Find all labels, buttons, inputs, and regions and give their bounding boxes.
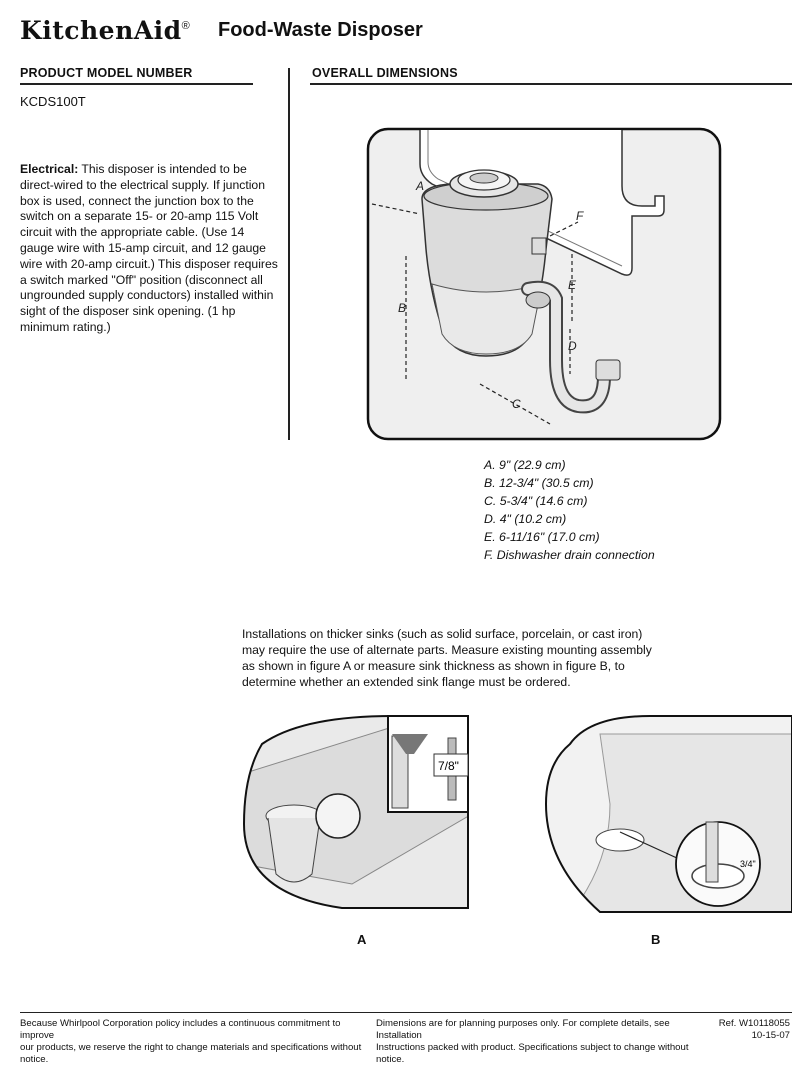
label-f: F (576, 209, 584, 223)
left-heading-rule (20, 83, 253, 85)
reference-number: Ref. W10118055 (718, 1018, 790, 1029)
dimension-legend (484, 456, 655, 564)
legend-item: A. 9" (22.9 cm) (484, 458, 566, 472)
legend-item: F. Dishwasher drain connection (484, 548, 655, 562)
footer-ref (719, 1018, 790, 1042)
column-divider (288, 68, 290, 440)
figure-b-measure: 3/4" (740, 859, 756, 869)
label-b: B (398, 301, 407, 315)
footer-left-line2: our products, we reserve the right to change materials and specifications without notice. (20, 1042, 362, 1065)
figure-a (242, 714, 472, 912)
legend-item: D. 4" (10.2 cm) (484, 512, 567, 526)
brand-logo (20, 16, 190, 45)
electrical-label: Electrical: (20, 162, 79, 176)
legend-item: B. 12-3/4" (30.5 cm) (484, 476, 594, 490)
footer-rule (20, 1012, 792, 1013)
brand-name: KitchenAid (20, 16, 182, 45)
product-model-heading: PRODUCT MODEL NUMBER (20, 66, 193, 80)
figure-b (540, 714, 792, 914)
figure-b-label: B (651, 932, 661, 947)
label-e: E (568, 278, 577, 292)
figure-a-label: A (357, 932, 367, 947)
electrical-text: This disposer is intended to be direct-wired to the electrical supply. If junction box is used, connect the junction box to the switch on a separate 15- or 20-amp 115 Volt circuit with the appropriate cable. (Use 14 gauge wire with 15-amp circuit, and 12 gauge wire with 20-amp circuit.) This disposer requires a switch marked "Off" position (disconnect all ungrounded supply conductors) installed within sight of the disposer sink opening. (1 hp minimum rating.) (20, 162, 278, 334)
page-title: Food-Waste Disposer (218, 19, 423, 41)
footer-mid-line2: Instructions packed with product. Specifications subject to change without notice. (376, 1042, 689, 1065)
label-c: C (512, 397, 521, 411)
footer-mid-line1: Dimensions are for planning purposes only. For complete details, see Installation (376, 1018, 670, 1041)
document-date: 10-15-07 (751, 1030, 790, 1041)
footer-left-line1: Because Whirlpool Corporation policy includes a continuous commitment to improve (20, 1018, 341, 1041)
figure-a-measure: 7/8" (438, 759, 459, 773)
legend-item: C. 5-3/4" (14.6 cm) (484, 494, 588, 508)
right-heading-rule (310, 83, 792, 85)
registered-mark: ® (181, 20, 191, 32)
legend-item: E. 6-11/16" (17.0 cm) (484, 530, 600, 544)
label-a: A (416, 179, 425, 193)
dimension-diagram (360, 124, 730, 444)
electrical-paragraph (20, 162, 278, 336)
model-number: KCDS100T (20, 94, 86, 109)
footer-middle (376, 1018, 706, 1066)
overall-dimensions-heading: OVERALL DIMENSIONS (312, 66, 458, 80)
footer-left (20, 1018, 370, 1066)
thicker-sinks-paragraph: Installations on thicker sinks (such as solid surface, porcelain, or cast iron) may require the use of alternate parts. Measure existing mounting assembly as shown in figure A or measure sink thickness as shown in figure B, to determine whether an extended sink flange must be ordered. (242, 627, 652, 689)
label-d: D (568, 339, 577, 353)
